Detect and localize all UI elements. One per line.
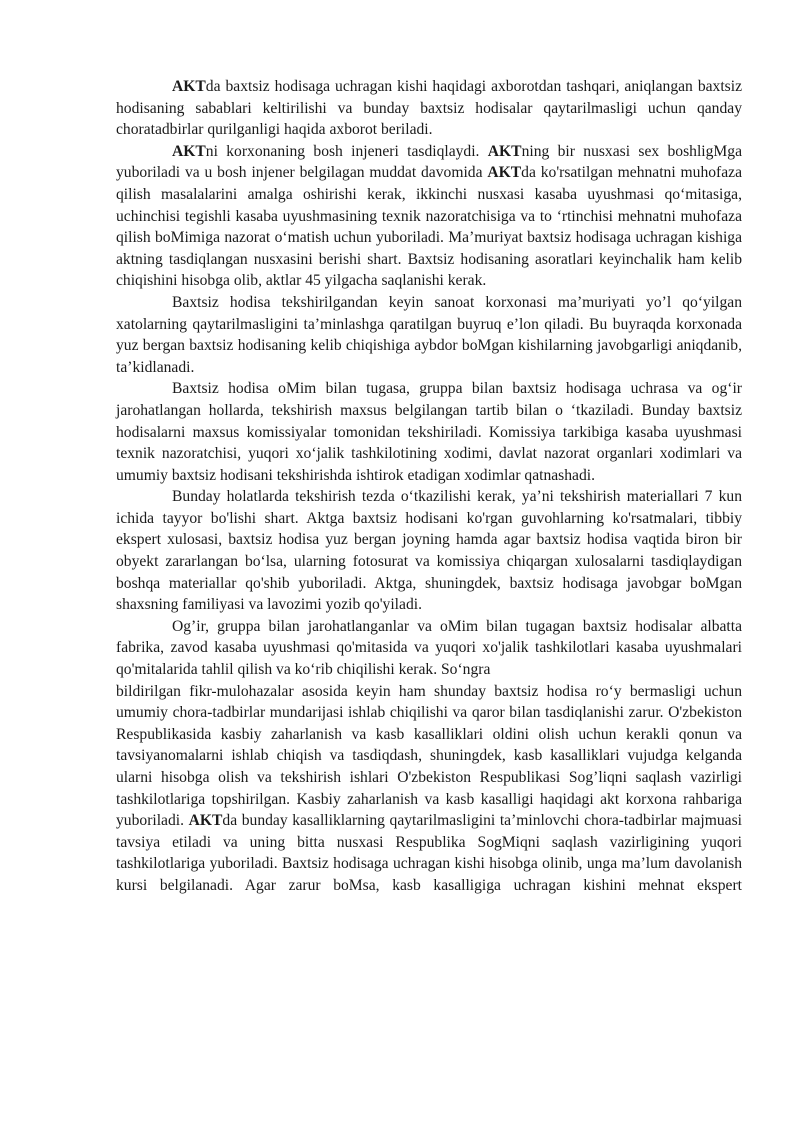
text-run: da ko'rsatilgan mehnatni muhofaza qilish masalalarini amalga oshirishi kerak, ikkinchi nusxasi kasaba uyushmasi qo‘mitasiga, uchinchisi tegishli kasaba uyushmasining texnik nazoratchisiga va to ‘rtinchisi mehnatni muhofaza qilish boMimiga nazorat o‘matish uchun yuboriladi. Ma’muriyat baxtsiz hodisaga uchragan kishiga aktning tasdiqlangan nusxasini berishi shart. Baxtsiz hodisaning asoratlari keyinchalik ham kelib chiqishini hisobga olib, aktlar 45 yilgacha saqlanishi kerak.: [116, 164, 743, 290]
text-run: Og’ir, gruppa bilan jarohatlanganlar va oMim bilan tugagan baxtsiz hodisalar albatta fabrika, zavod kasaba uyushmasi qo'mitasida va yuqori xo'jalik tashkilotlari kasaba uyushmalari qo'mitalarida tahlil qilish va ko‘rib chiqilishi kerak. So‘ngra: [116, 617, 742, 679]
paragraph-6: [116, 616, 742, 681]
paragraph-5: [116, 486, 742, 616]
bold-term: AKT: [188, 812, 223, 830]
bold-term: AKT: [487, 142, 522, 160]
bold-term: AKT: [172, 142, 206, 160]
paragraph-4: [116, 378, 742, 486]
text-run: ning bir nusxasi sex boshligMga yuboriladi va u bosh injener belgilagan muddat davomida: [116, 142, 742, 182]
document-page: [116, 76, 742, 897]
text-run: da bunday kasalliklarning qaytarilmasligini ta’minlovchi chora-tadbirlar majmuasi tavsiya etiladi va uning bitta nusxasi Respublika SogMiqni saqlash vazirligining yuqori tashkilotlariga yuboriladi. Baxtsiz hodisaga uchragan kishi hisobga olinib, unga ma’lum davolanish kursi belgilanadi. Agar zarur boMsa, kasb kasalligiga uchragan kishini mehnat ekspert: [116, 812, 742, 894]
text-run: bildirilgan fikr-mulohazalar asosida keyin ham shunday baxtsiz hodisa ro‘y bermasligi uchun umumiy chora-tadbirlar mundarijasi ishlab chiqilishi va qaror bilan tasdiqlanishi zarur. O'zbekiston Respublikasida kasbiy zaharlanish va kasb kasalliklari oldini olish uchun kerakli qonun va tavsiyanomalarni ishlab chiqish va tasdiqdash, shuningdek, kasb kasalliklari vujudga kelganda ularni hisobga olish va tekshirish ishlari O'zbekiston Respublikasi Sog’liqni saqlash vazirligi tashkilotlariga topshirilgan. Kasbiy zaharlanish va kasb kasalligi haqidagi akt korxona rahbariga yuboriladi.: [116, 682, 742, 830]
bold-term: AKT: [487, 164, 522, 182]
bold-term: AKT: [172, 78, 206, 95]
text-run: Baxtsiz hodisa tekshirilgandan keyin sanoat korxonasi ma’muriyati yo’l qo‘yilgan xatolarning qaytarilmasligini ta’minlashga qaratilgan buyruq e’lon qiladi. Bu buyraqda korxonada yuz bergan baxtsiz hodisaning kelib chiqishiga aybdor boMgan kishilarning javobgarligi aniqdanib, ta’kidlanadi.: [116, 293, 742, 376]
paragraph-7: [116, 681, 742, 897]
text-run: Baxtsiz hodisa oMim bilan tugasa, gruppa bilan baxtsiz hodisaga uchrasa va og‘ir jarohatlangan hollarda, tekshirish maxsus belgilangan tartib bilan o ‘tkaziladi. Bunday baxtsiz hodisalarni maxsus komissiyalar tomonidan tekshiriladi. Komissiya tarkibiga kasaba uyushmasi texnik nazoratchisi, yuqori xo‘jalik tashkilotining xodimi, davlat nazorat organlari xodimlari va umumiy baxtsiz hodisani tekshirishda ishtirok etadigan xodimlar qatnashadi.: [116, 380, 742, 484]
paragraph-1: [116, 76, 742, 141]
paragraph-3: [116, 292, 742, 378]
text-run: da baxtsiz hodisaga uchragan kishi haqidagi axborotdan tashqari, aniqlangan baxtsiz hodisaning sabablari keltirilishi va bunday baxtsiz hodisalar qaytarilmasligi uchun qanday choratadbirlar qurilganligi haqida axborot beriladi.: [116, 78, 742, 139]
text-run: ni korxonaning bosh injeneri tasdiqlaydi.: [205, 142, 488, 160]
text-run: Bunday holatlarda tekshirish tezda o‘tkazilishi kerak, ya’ni tekshirish materiallari 7 kun ichida tayyor bo'lishi shart. Aktga baxtsiz hodisani ko'rgan guvohlarning ko'rsatmalari, tibbiy ekspert xulosasi, baxtsiz hodisa yuz bergan joyning hamda agar baxtsiz hodisa vaqtida biron bir obyekt zararlangan bo‘lsa, ularning fotosurat va komissiya chiqargan xulosalarni tasdiqlaydigan boshqa materiallar qo'shib yuboriladi. Aktga, shuningdek, baxtsiz hodisaga javobgar boMgan shaxsning familiyasi va lavozimi yozib qo'yiladi.: [116, 488, 742, 614]
paragraph-2: [116, 141, 742, 292]
